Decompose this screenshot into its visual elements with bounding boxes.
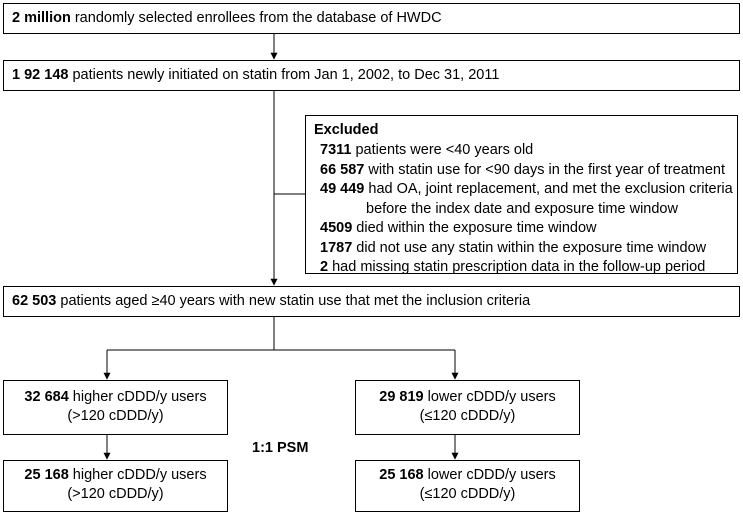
- excluded-item: 66 587 with statin use for <90 days in the first year of treatment: [320, 161, 726, 178]
- included-count: 62 503: [12, 293, 57, 309]
- excluded-item: 49 449 had OA, joint replacement, and met the exclusion criteria: [320, 181, 733, 197]
- higher-psm-count: 25 168: [24, 467, 69, 483]
- lower-psm-box: [355, 460, 580, 512]
- excluded-item: 4509 died within the exposure time window: [320, 220, 597, 236]
- lower-psm-count: 25 168: [379, 467, 424, 483]
- initiated-box: [3, 60, 740, 91]
- higher-users-box: [3, 380, 228, 435]
- higher-psm-text: higher cDDD/y users: [68, 467, 207, 483]
- excluded-item: 2 had missing statin prescription data in the follow-up period: [320, 259, 706, 275]
- lower-users-box: [355, 380, 580, 435]
- lower-psm-text: lower cDDD/y users: [423, 467, 556, 483]
- lower-threshold: (≤120 cDDD/y): [419, 408, 516, 424]
- excluded-item-continuation: before the index date and exposure time window: [366, 200, 678, 217]
- higher-text: higher cDDD/y users: [68, 389, 207, 405]
- higher-threshold: (>120 cDDD/y): [67, 408, 164, 424]
- higher-psm-box: [3, 460, 228, 512]
- source-box: [3, 3, 740, 34]
- excluded-title: Excluded: [314, 122, 379, 138]
- excluded-item: 7311 patients were <40 years old: [320, 142, 534, 158]
- source-count: 2 million: [12, 10, 71, 26]
- initiated-text: patients newly initiated on statin from Jan 1, 2002, to Dec 31, 2011: [68, 67, 500, 83]
- lower-psm-threshold: (≤120 cDDD/y): [419, 486, 516, 502]
- lower-count: 29 819: [379, 389, 424, 405]
- lower-text: lower cDDD/y users: [423, 389, 556, 405]
- psm-label: 1:1 PSM: [252, 440, 309, 456]
- source-text: randomly selected enrollees from the database of HWDC: [70, 10, 442, 26]
- excluded-item: 1787 did not use any statin within the exposure time window: [320, 239, 707, 256]
- included-box: [3, 286, 740, 317]
- included-text: patients aged ≥40 years with new statin use that met the inclusion criteria: [56, 293, 531, 309]
- higher-psm-threshold: (>120 cDDD/y): [67, 486, 164, 502]
- excluded-box: [305, 115, 738, 274]
- higher-count: 32 684: [24, 389, 69, 405]
- initiated-count: 1 92 148: [12, 67, 69, 83]
